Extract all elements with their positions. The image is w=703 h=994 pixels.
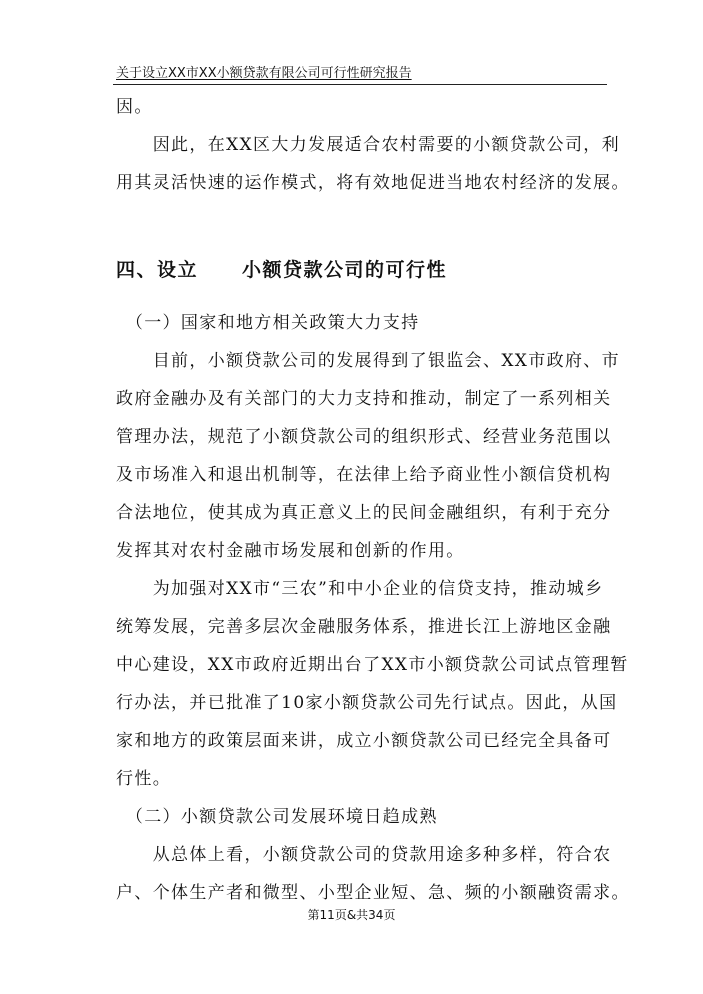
body-line: 因此，在XX区大力发展适合农村需要的小额贷款公司，利: [116, 135, 621, 155]
page-footer: 第11页&共34页: [307, 908, 396, 922]
body-line: 合法地位，使其成为真正意义上的民间金融组织，有利于充分: [116, 503, 612, 523]
running-header: 关于设立XX市XX小额贷款有限公司可行性研究报告: [116, 66, 412, 81]
body-line: 管理办法，规范了小额贷款公司的组织形式、经营业务范围以: [116, 427, 612, 447]
body-line: 用其灵活快速的运作模式，将有效地促进当地农村经济的发展。: [116, 173, 630, 193]
header-divider: [113, 84, 607, 85]
section-heading-prefix: 四、设立: [116, 259, 199, 281]
body-line: 行办法，并已批准了10家小额贷款公司先行试点。因此，从国: [116, 693, 618, 713]
body-line: 户、个体生产者和微型、小型企业短、急、频的小额融资需求。: [116, 883, 630, 903]
body-line: 行性。: [116, 769, 172, 789]
body-line: 统筹发展，完善多层次金融服务体系，推进长江上游地区金融: [116, 617, 612, 637]
subsection-title: （二）小额贷款公司发展环境日趋成熟: [116, 807, 438, 827]
section-heading-suffix: 小额贷款公司的可行性: [242, 259, 448, 281]
body-line: 因。: [116, 97, 153, 117]
body-line: 家和地方的政策层面来讲，成立小额贷款公司已经完全具备可: [116, 731, 612, 751]
body-line: 及市场准入和退出机制等，在法律上给予商业性小额信贷机构: [116, 465, 612, 485]
body-line: 政府金融办及有关部门的大力支持和推动，制定了一系列相关: [116, 389, 612, 409]
subsection-title: （一）国家和地方相关政策大力支持: [116, 313, 420, 333]
section-heading: [116, 258, 447, 282]
body-line: 为加强对XX市“三农”和中小企业的信贷支持，推动城乡: [116, 579, 604, 599]
body-line: 从总体上看，小额贷款公司的贷款用途多种多样，符合农: [116, 845, 612, 865]
body-line: 发挥其对农村金融市场发展和创新的作用。: [116, 541, 465, 561]
body-line: 目前，小额贷款公司的发展得到了银监会、XX市政府、市: [116, 351, 621, 371]
body-line: 中心建设，XX市政府近期出台了XX市小额贷款公司试点管理暂: [116, 655, 629, 675]
